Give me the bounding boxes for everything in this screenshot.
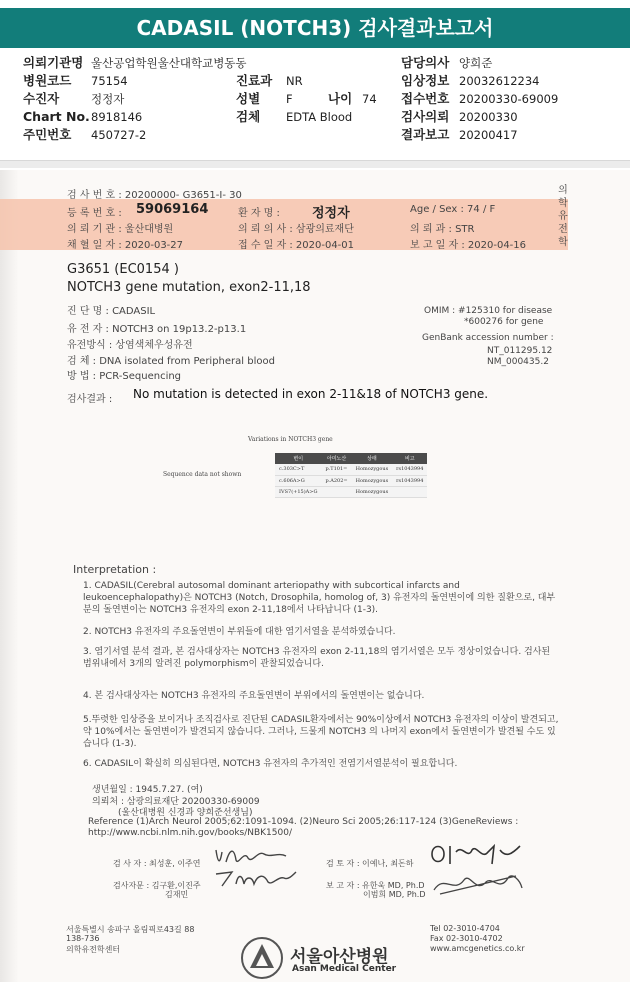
telephone: Tel 02-3010-4704: [430, 924, 500, 933]
requesting-department: 의 뢰 과 : STR: [410, 224, 475, 235]
value-resident-no: 450727-2: [91, 128, 147, 142]
label-report-date: 결과보고: [401, 127, 450, 142]
value-hospital-code: 75154: [91, 74, 128, 88]
scan-edge-shadow: [0, 170, 18, 982]
table-cell: p.A202=: [321, 475, 351, 486]
label-institution: 의뢰기관명: [23, 55, 84, 70]
fax: Fax 02-3010-4702: [430, 934, 503, 943]
table-header-cell: 비고: [392, 453, 427, 464]
value-report-date: 20200417: [459, 128, 518, 142]
report-title: CADASIL (NOTCH3) 검사결과보고서: [0, 8, 630, 48]
requester-detail: (울산대병원 신경과 양희준선생님): [118, 808, 253, 818]
variations-title: Variations in NOTCH3 gene: [248, 436, 333, 443]
reporter-signature: [430, 868, 526, 898]
interpretation-item-4: 4. 본 검사대상자는 NOTCH3 유전자의 주요돌연변이 부위에서의 돌연변이는 없습니다.: [83, 691, 425, 701]
value-age: 74: [362, 92, 377, 106]
interpretation-item-5: 5.뚜렷한 임상증을 보이거나 조직검사로 진단된 CADASIL환자에서는 90%이상에서 NOTCH3 유전자의 이상이 발견되고, 약 10%에서는 돌연변이가 발견되지 않습니다. 그러나, 드물게 NOTCH3 의 나머지 exon에서 돌연변이가 발견될 수도 있습니다 (1-3).: [83, 715, 559, 749]
table-cell: Homozygous: [352, 464, 393, 475]
value-request-date: 20200330: [459, 110, 518, 124]
advisor-2: 김재민: [165, 890, 189, 899]
value-chart-no: 8918146: [91, 110, 143, 124]
table-cell: IVS7(+15)A>G: [275, 486, 321, 497]
table-header-cell: 변이: [275, 453, 321, 464]
interpretation-item-2: 2. NOTCH3 유전자의 주요돌연변이 부위들에 대한 염기서열을 분석하였습니다.: [83, 627, 396, 637]
advisor-signature: [212, 866, 298, 890]
requesting-institution: 의 뢰 기 관 : 울산대병원: [67, 224, 174, 235]
department-vertical-text: 의학유전학: [558, 185, 568, 248]
value-patient: 정정자: [91, 92, 125, 106]
label-specimen: 검체: [236, 109, 261, 124]
reporter-2: 이범희 MD, Ph.D: [363, 890, 426, 899]
value-department: NR: [286, 74, 303, 88]
reference: Reference (1)Arch Neurol 2005;62:1091-1094. (2)Neuro Sci 2005;26:117-124 (3)GeneReviews :: [88, 817, 519, 827]
label-hospital-code: 병원코드: [23, 73, 72, 88]
table-cell: rs1043994: [392, 475, 427, 486]
inheritance: 유전방식 : 상염색체우성유전: [67, 340, 193, 351]
patient-name: 정정자: [312, 206, 350, 221]
value-institution: 울산공업학원울산대학교병동동: [91, 56, 247, 70]
table-cell: [392, 486, 427, 497]
hospital-name-en: Asan Medical Center: [292, 964, 397, 974]
table-row: [275, 486, 427, 497]
table-cell: p.T101=: [321, 464, 351, 475]
test-code: G3651 (EC0154 ): [67, 262, 179, 277]
asan-foundation-logo-icon: [240, 936, 284, 980]
table-cell: c.606A>G: [275, 475, 321, 486]
label-receipt-no: 접수번호: [401, 91, 450, 106]
tester-signature: [212, 844, 292, 868]
collection-date: 채 혈 일 자 : 2020-03-27: [67, 240, 184, 251]
registration-label: 등 록 번 호 :: [67, 208, 122, 219]
interpretation-item-6: 6. CADASIL이 확실히 의심된다면, NOTCH3 유전자의 추가적인 전염기서열분석이 필요합니다.: [83, 759, 458, 769]
label-sex: 성별: [236, 91, 261, 106]
label-resident-no: 주민번호: [23, 127, 72, 142]
sequence-note: Sequence data not shown: [163, 471, 242, 478]
specimen: 검 체 : DNA isolated from Peripheral blood: [67, 356, 275, 367]
reference-url[interactable]: http://www.ncbi.nlm.nih.gov/books/NBK1500/: [88, 828, 292, 838]
table-header-cell: 아미노산: [321, 453, 351, 464]
label-department: 진료과: [236, 73, 273, 88]
header-col1: [23, 54, 247, 144]
genbank-nt: NT_011295.12: [487, 346, 553, 356]
label-request-date: 검사의뢰: [401, 109, 450, 124]
result-text: No mutation is detected in exon 2-11&18 of NOTCH3 gene.: [133, 387, 489, 401]
address-line-1: 서울특별시 송파구 올림픽로43길 88: [66, 925, 195, 934]
genbank-label: GenBank accession number :: [422, 333, 554, 343]
interpretation-item-1: 1. CADASIL(Cerebral autosomal dominant arteriopathy with subcortical infarcts and leukoencephalopathy)은 NOTCH3 (Notch, Drosophila, homolog of, 3) 유전자의 돌연변이에 의한 질환으로, 대부분의 돌연변이는 NOTCH3 유전자의 exon 2-11,18에서 나타납니다 (1-3).: [83, 581, 556, 615]
label-chart-no: Chart No.: [23, 109, 90, 124]
label-doctor: 담당의사: [401, 55, 450, 70]
genbank-nm: NM_000435.2: [487, 357, 549, 367]
report-issue-date: 보 고 일 자 : 2020-04-16: [410, 240, 527, 251]
requesting-doctor: 의 뢰 의 사 : 삼광의료재단: [238, 224, 354, 235]
exam-number: 검 사 번 호 : 20200000- G3651-I- 30: [67, 190, 242, 201]
reviewer-signature: [428, 840, 524, 868]
value-specimen: EDTA Blood: [286, 110, 353, 124]
method: 방 법 : PCR-Sequencing: [67, 371, 182, 382]
birth-date: 생년월일 : 1945.7.27. (여): [92, 785, 203, 795]
label-clinical-info: 임상정보: [401, 73, 450, 88]
gene: 유 전 자 : NOTCH3 on 19p13.2-p13.1: [67, 324, 247, 335]
omim-gene: *600276 for gene: [464, 317, 544, 327]
interpretation-title: Interpretation :: [73, 563, 157, 576]
reviewer: 검 토 자 : 이예나, 최돈하: [326, 859, 414, 868]
table-header-row: [275, 453, 427, 464]
test-name: NOTCH3 gene mutation, exon2-11,18: [67, 280, 311, 295]
hospital-name: 서울아산병원: [290, 947, 389, 967]
table-cell: c.303C>T: [275, 464, 321, 475]
table-row: [275, 475, 427, 486]
advisor: 검사자문 : 김구환,이진주: [113, 881, 201, 890]
table-cell: Homozygous: [352, 486, 393, 497]
value-clinical-info: 20032612234: [459, 74, 540, 88]
interpretation-item-3: 3. 염기서열 분석 결과, 본 검사대상자는 NOTCH3 유전자의 exon 2-11,18의 염기서열은 모두 정상이었습니다. 검사된 범위내에서 3개의 알려진 polymorphism이 관찰되었습니다.: [83, 647, 551, 669]
table-cell: Homozygous: [352, 475, 393, 486]
reporter: 보 고 자 : 유한욱 MD, Ph.D: [326, 881, 425, 890]
address-line-2: 138-736: [66, 934, 100, 943]
table-cell: [321, 486, 351, 497]
patient-name-label: 환 자 명 :: [238, 208, 280, 219]
label-age: 나이: [328, 91, 353, 106]
diagnosis: 진 단 명 : CADASIL: [67, 306, 156, 317]
tester: 검 사 자 : 최성훈, 이주연: [113, 859, 201, 868]
omim-disease: OMIM : #125310 for disease: [424, 306, 553, 316]
section-divider: [0, 160, 630, 168]
header-col3: [401, 54, 558, 144]
receive-date: 접 수 일 자 : 2020-04-01: [238, 240, 355, 251]
requester: 의뢰처 : 삼광의료재단 20200330-69009: [92, 797, 260, 807]
variations-table: [275, 453, 427, 498]
address-line-3: 의학유전학센터: [66, 945, 121, 954]
label-patient: 수진자: [23, 91, 60, 106]
age-sex: Age / Sex : 74 / F: [410, 204, 496, 215]
value-sex: F: [286, 92, 293, 106]
header-col2: [236, 72, 377, 126]
value-doctor: 양희준: [459, 56, 493, 70]
result-label: 검사결과 :: [67, 394, 113, 405]
table-row: [275, 464, 427, 475]
table-cell: rs1043994: [392, 464, 427, 475]
table-header-cell: 상태: [352, 453, 393, 464]
website[interactable]: www.amcgenetics.co.kr: [430, 944, 525, 953]
value-receipt-no: 20200330-69009: [459, 92, 559, 106]
registration-number: 59069164: [136, 202, 209, 217]
